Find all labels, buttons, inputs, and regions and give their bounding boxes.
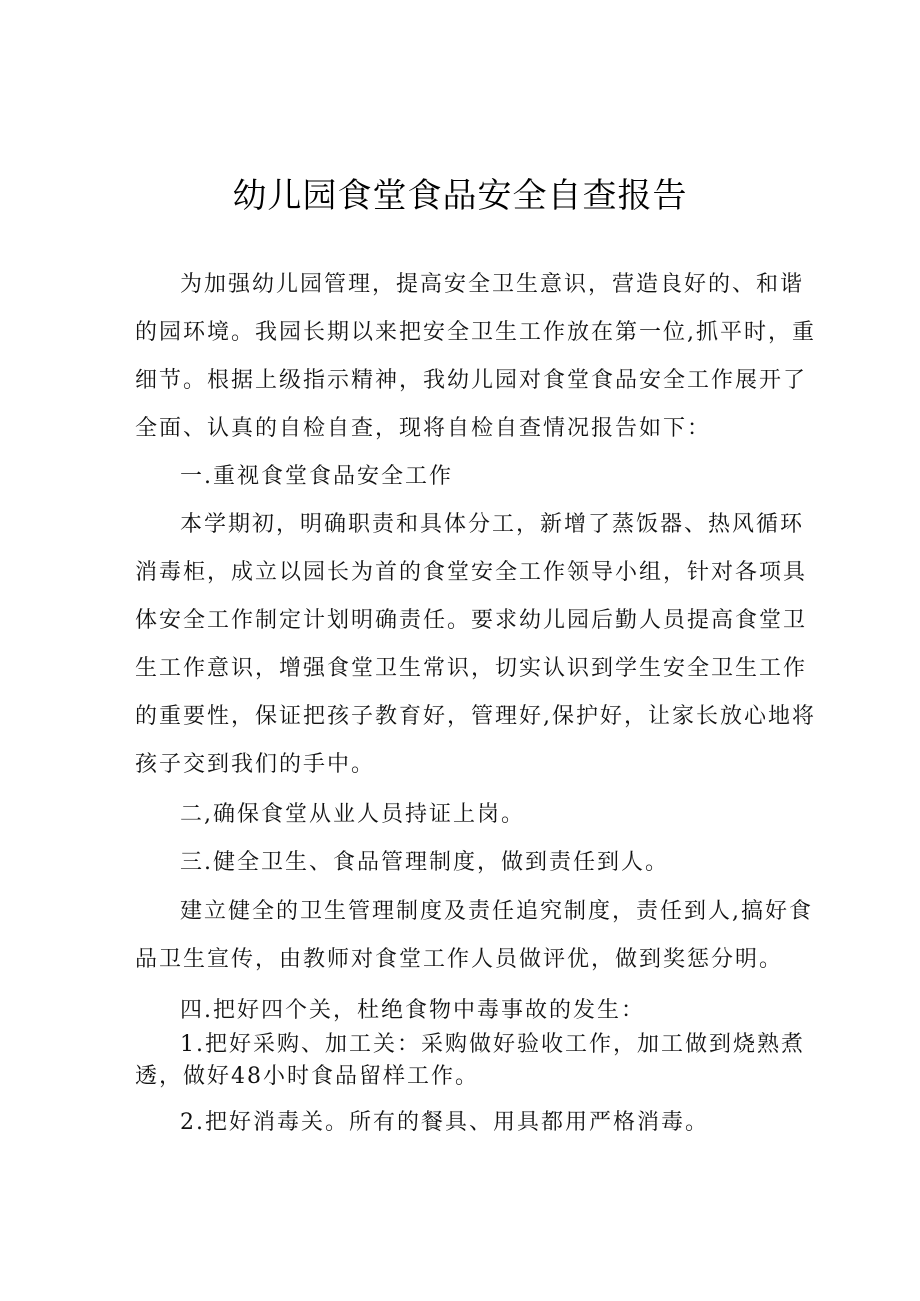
list-item-line: 2.把好消毒关。所有的餐具、用具都用严格消毒。 <box>180 1110 709 1135</box>
paragraph-line: 全面、认真的自检自查，现将自检自查情况报告如下： <box>135 416 712 441</box>
paragraph-line: 的重要性，保证把孩子教育好，管理好,保护好，让家长放心地将 <box>135 704 816 729</box>
paragraph-line: 为加强幼儿园管理，提高安全卫生意识，营造良好的、和谐 <box>180 272 805 297</box>
section-heading: 一.重视食堂食品安全工作 <box>180 464 453 489</box>
section-heading: 四.把好四个关，杜绝食物中毒事故的发生： <box>180 998 645 1023</box>
section-heading: 二,确保食堂从业人员持证上岗。 <box>180 802 525 827</box>
list-item-line: 1.把好采购、加工关：采购做好验收工作，加工做到烧熟煮 <box>180 1032 805 1057</box>
paragraph-line: 体安全工作制定计划明确责任。要求幼儿园后勤人员提高食堂卫 <box>135 608 808 633</box>
paragraph-line: 消毒柜，成立以园长为首的食堂安全工作领导小组，针对各项具 <box>135 560 808 585</box>
paragraph-line: 的园环境。我园长期以来把安全卫生工作放在第一位,抓平时，重 <box>135 320 816 345</box>
document-title: 幼儿园食堂食品安全自查报告 <box>232 176 688 216</box>
paragraph-line: 本学期初，明确职责和具体分工，新增了蒸饭器、热风循环 <box>180 512 805 537</box>
paragraph-line: 细节。根据上级指示精神，我幼儿园对食堂食品安全工作展开了 <box>135 368 808 393</box>
paragraph-line: 生工作意识，增强食堂卫生常识，切实认识到学生安全卫生工作 <box>135 656 808 681</box>
paragraph-line: 建立健全的卫生管理制度及责任追究制度，责任到人,搞好食 <box>180 899 813 924</box>
paragraph-line: 品卫生宣传，由教师对食堂工作人员做评优，做到奖惩分明。 <box>135 947 784 972</box>
paragraph-line: 孩子交到我们的手中。 <box>135 752 376 777</box>
section-heading: 三.健全卫生、食品管理制度，做到责任到人。 <box>180 850 669 875</box>
list-item-line: 透，做好48小时食品留样工作。 <box>135 1064 479 1089</box>
